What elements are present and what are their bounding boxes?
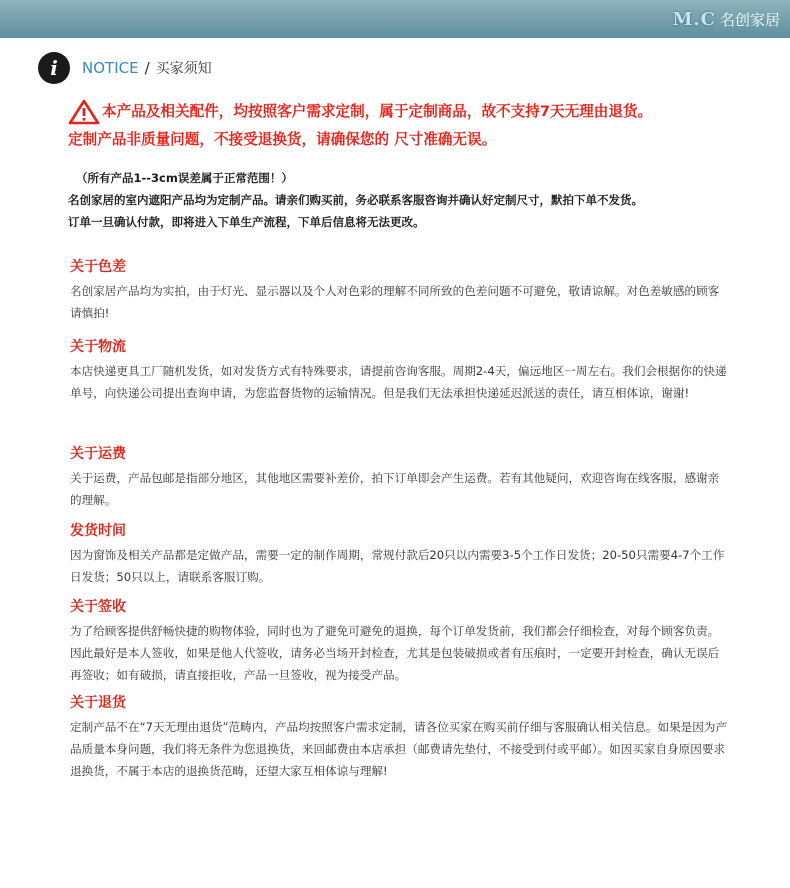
warning-line-1: 本产品及相关配件，均按照客户需求定制，属于定制商品，故不支持7天无理由退货。	[102, 103, 653, 120]
section-title: 关于色差	[70, 259, 126, 275]
warning-block	[68, 98, 728, 154]
section-text: 为了给顾客提供舒畅快捷的购物体验，同时也为了避免可避免的退换，每个订单发货前，我们都会仔细检查，对每个顾客负责。因此最好是本人签收，如果是他人代签收，请务必当场开封检查，尤其是包装破损或者有压痕时，一定要开封检查，确认无误后再签收；如有破损，请直接拒收，产品一旦签收，视为接受产品。	[70, 624, 720, 682]
section-title: 关于物流	[70, 339, 126, 355]
section-returns	[70, 692, 730, 782]
notice-separator: /	[144, 59, 150, 77]
notice-header	[38, 50, 212, 86]
policy-line-2: 订单一旦确认付款，即将进入下单生产流程，下单后信息将无法更改。	[68, 215, 425, 229]
section-text: 定制产品不在“7天无理由退货”范畴内，产品均按照客户需求定制，请各位买家在购买前仔细与客服确认相关信息。如果是因为产品质量本身问题，我们将无条件为您退换货，来回邮费由本店承担（邮费请先垫付，不接受到付或平邮）。如因买家自身原因要求退换货，不属于本店的退换货范畴，还望大家互相体谅与理解!	[70, 720, 728, 778]
section-title: 关于运费	[70, 446, 126, 462]
section-logistics	[70, 336, 730, 404]
section-title: 关于签收	[70, 599, 126, 615]
warning-line-2: 定制产品非质量问题，不接受退换货，请确保您的 尺寸准确无误。	[68, 131, 497, 148]
section-text: 因为窗饰及相关产品都是定做产品，需要一定的制作周期，常规付款后20只以内需要3-5个工作日发货；20-50只需要4-7个工作日发货；50只以上，请联系客服订购。	[70, 548, 725, 584]
policy-block	[68, 167, 738, 233]
brand	[672, 6, 780, 32]
section-signing	[70, 596, 730, 686]
section-delivery-time	[70, 520, 730, 588]
section-title: 发货时间	[70, 523, 126, 539]
top-banner	[0, 0, 790, 38]
info-icon: i	[38, 52, 70, 84]
notice-title-cn: 买家须知	[155, 61, 212, 77]
tolerance-note: （所有产品1--3cm误差属于正常范围！）	[76, 171, 293, 185]
warning-triangle-icon	[68, 99, 100, 125]
section-title: 关于退货	[70, 695, 126, 711]
section-text: 关于运费，产品包邮是指部分地区，其他地区需要补差价，拍下订单即会产生运费。若有其他疑问，欢迎咨询在线客服，感谢亲的理解。	[70, 471, 720, 507]
brand-name: 名创家居	[719, 10, 780, 29]
section-text: 本店快递更具工厂随机发货，如对发货方式有特殊要求，请提前咨询客服。周期2-4天，偏远地区一周左右。我们会根据你的快递单号，向快递公司提出查询申请，为您监督货物的运输情况。但是我们无法承担快递延迟派送的责任，请互相体谅，谢谢!	[70, 364, 727, 400]
section-text: 名创家居产品均为实拍，由于灯光、显示器以及个人对色彩的理解不同所致的色差问题不可避免，敬请谅解。对色差敏感的顾客请慎拍!	[70, 284, 720, 320]
brand-logo: M.C	[672, 8, 716, 30]
section-shipping-fee	[70, 443, 730, 511]
section-color-difference	[70, 256, 730, 324]
policy-line-1: 名创家居的室内遮阳产品均为定制产品。请亲们购买前，务必联系客服咨询并确认好定制尺寸，默拍下单不发货。	[68, 193, 643, 207]
notice-title-en: NOTICE	[82, 59, 139, 77]
